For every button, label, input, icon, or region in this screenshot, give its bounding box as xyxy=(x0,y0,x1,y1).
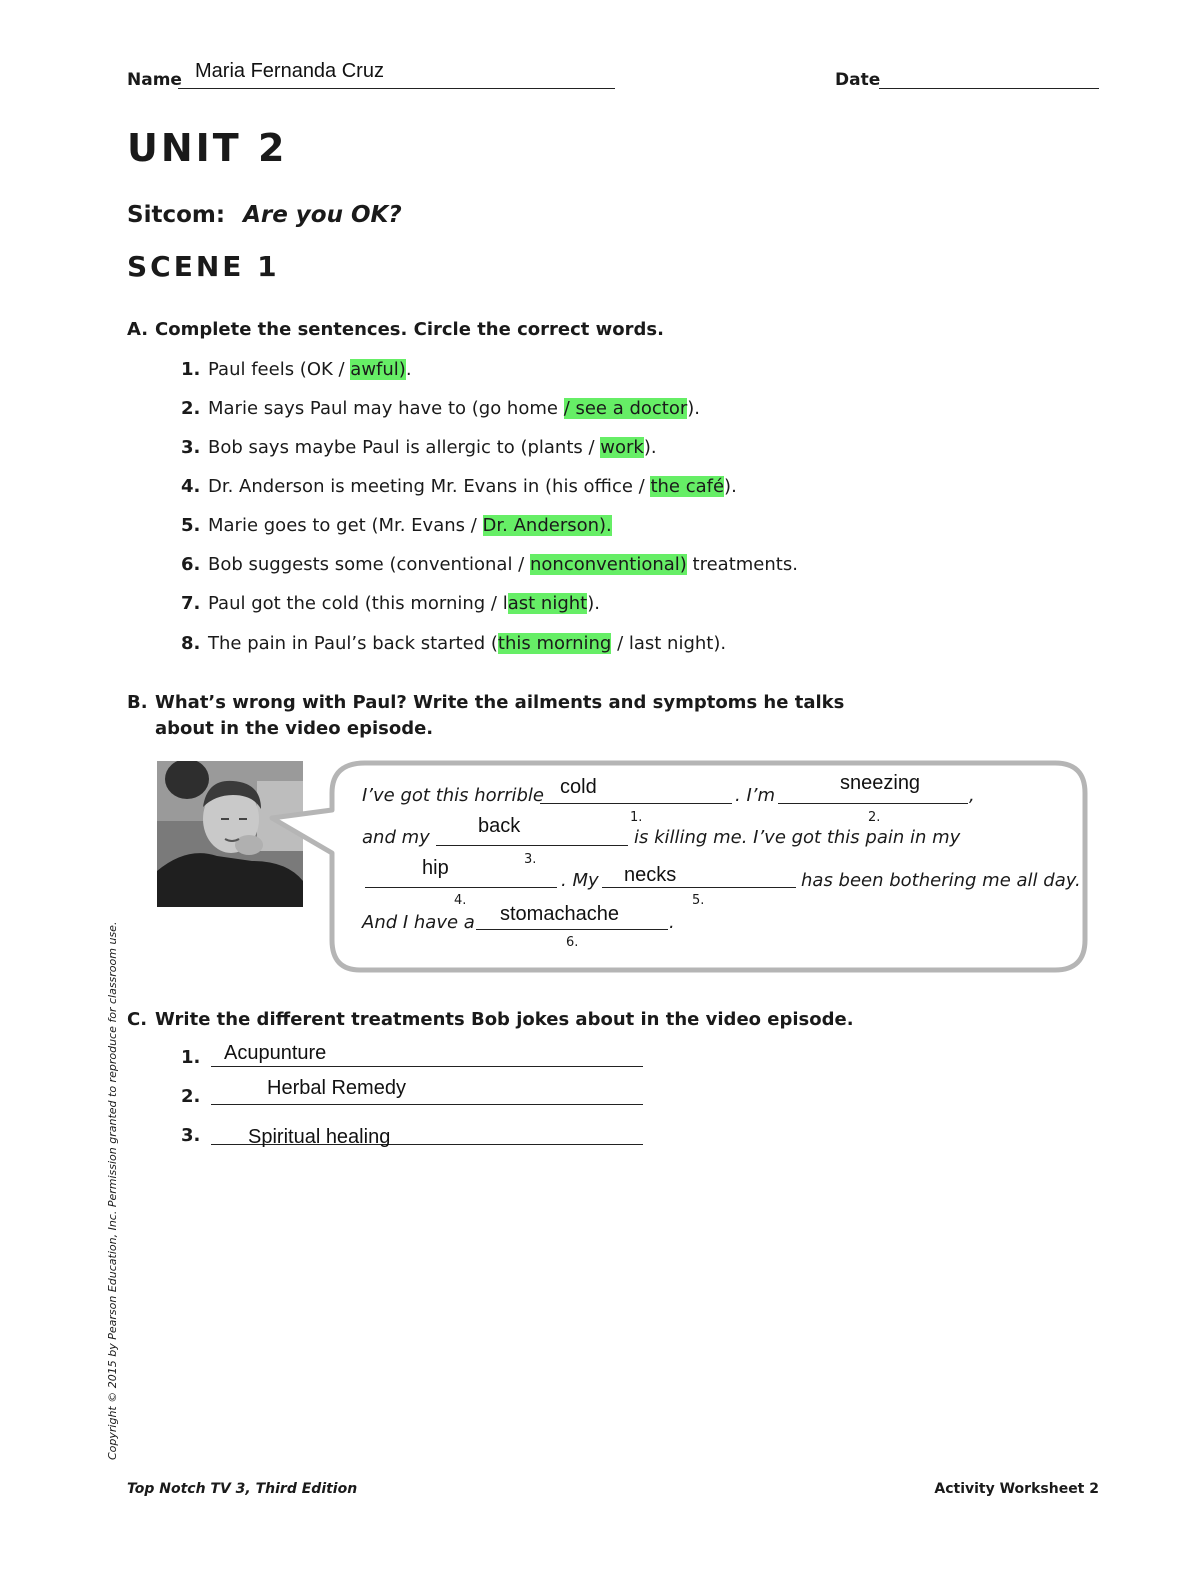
section-b-instruction-line2: about in the video episode. xyxy=(155,718,434,739)
blank-1-answer[interactable]: cold xyxy=(560,776,597,798)
name-field[interactable]: Maria Fernanda Cruz xyxy=(195,60,384,82)
scene-title: SCENE 1 xyxy=(127,250,280,283)
name-field-line[interactable] xyxy=(178,88,615,89)
section-a-item-3: 3. Bob says maybe Paul is allergic to (plants / work). xyxy=(181,437,657,458)
bubble-text-6: . My xyxy=(561,870,599,891)
section-a-item-8: 8. The pain in Paul’s back started (this morning / last night). xyxy=(181,633,727,654)
treatment-1-line[interactable] xyxy=(211,1066,643,1067)
bubble-text-2: . I’m xyxy=(735,785,776,806)
section-a-item-5: 5. Marie goes to get (Mr. Evans / Dr. Anderson). xyxy=(181,515,612,536)
section-b-instruction: B. What’s wrong with Paul? Write the ailments and symptoms he talks xyxy=(127,692,845,713)
blank-3-number: 3. xyxy=(524,852,537,867)
highlighted-answer: awful) xyxy=(350,359,406,380)
section-c-number-3: 3. xyxy=(181,1125,201,1146)
treatment-3-answer[interactable]: Spiritual healing xyxy=(248,1126,391,1148)
blank-2-number: 2. xyxy=(868,810,881,825)
bubble-text-1: I’ve got this horrible xyxy=(362,785,544,806)
highlighted-answer: / see a doctor xyxy=(563,398,688,419)
blank-6-answer[interactable]: stomachache xyxy=(500,903,619,925)
highlighted-answer: ast night xyxy=(507,593,588,614)
blank-1-line[interactable] xyxy=(540,803,732,804)
bubble-text-8: And I have a xyxy=(362,912,475,933)
blank-5-number: 5. xyxy=(692,893,705,908)
treatment-1-answer[interactable]: Acupunture xyxy=(224,1042,327,1064)
bubble-text-9: . xyxy=(669,912,675,933)
highlighted-answer: the café xyxy=(650,476,725,497)
blank-1-number: 1. xyxy=(630,810,643,825)
name-label: Name xyxy=(127,70,182,90)
bubble-text-5: is killing me. I’ve got this pain in my xyxy=(634,827,961,848)
blank-4-number: 4. xyxy=(454,893,467,908)
sitcom-heading xyxy=(127,202,402,228)
treatment-2-line[interactable] xyxy=(211,1104,643,1105)
section-a-item-6: 6. Bob suggests some (conventional / nonconventional) treatments. xyxy=(181,554,798,575)
blank-3-answer[interactable]: back xyxy=(478,815,521,837)
highlighted-answer: nonconventional) xyxy=(529,554,687,575)
section-c-number-2: 2. xyxy=(181,1086,201,1107)
section-a-item-4: 4. Dr. Anderson is meeting Mr. Evans in (his office / the café). xyxy=(181,476,737,497)
bubble-text-4: and my xyxy=(362,827,430,848)
sitcom-title: Are you OK? xyxy=(243,202,402,228)
blank-2-answer[interactable]: sneezing xyxy=(840,772,921,794)
footer-worksheet-label: Activity Worksheet 2 xyxy=(934,1481,1099,1497)
highlighted-answer: work xyxy=(600,437,644,458)
section-a-item-1: 1. Paul feels (OK / awful). xyxy=(181,359,412,380)
blank-3-line[interactable] xyxy=(436,845,628,846)
date-label: Date xyxy=(835,70,881,90)
section-a-instruction: A. Complete the sentences. Circle the correct words. xyxy=(127,319,664,340)
blank-4-line[interactable] xyxy=(365,887,557,888)
blank-6-number: 6. xyxy=(566,935,579,950)
blank-5-answer[interactable]: necks xyxy=(624,864,677,886)
section-c-instruction: C. Write the different treatments Bob jokes about in the video episode. xyxy=(127,1009,854,1030)
section-a-item-2: 2. Marie says Paul may have to (go home / see a doctor). xyxy=(181,398,701,419)
blank-4-answer[interactable]: hip xyxy=(422,857,449,879)
section-c-number-1: 1. xyxy=(181,1047,201,1068)
unit-title: UNIT 2 xyxy=(127,126,288,170)
bubble-text-3: , xyxy=(969,785,975,806)
blank-2-line[interactable] xyxy=(778,803,968,804)
highlighted-answer: Dr. Anderson). xyxy=(482,515,612,536)
bubble-text-7: has been bothering me all day. xyxy=(801,870,1081,891)
highlighted-answer: this morning xyxy=(497,633,612,654)
date-field[interactable] xyxy=(879,88,1099,89)
copyright-notice: Copyright © 2015 by Pearson Education, Inc. Permission granted to reproduce for classroom use. xyxy=(106,921,119,1460)
sitcom-label: Sitcom: xyxy=(127,202,226,228)
blank-6-line[interactable] xyxy=(476,929,668,930)
blank-5-line[interactable] xyxy=(602,887,796,888)
treatment-2-answer[interactable]: Herbal Remedy xyxy=(267,1077,406,1099)
footer-book-title: Top Notch TV 3, Third Edition xyxy=(127,1481,358,1497)
section-a-item-7: 7. Paul got the cold (this morning / last night). xyxy=(181,593,600,614)
